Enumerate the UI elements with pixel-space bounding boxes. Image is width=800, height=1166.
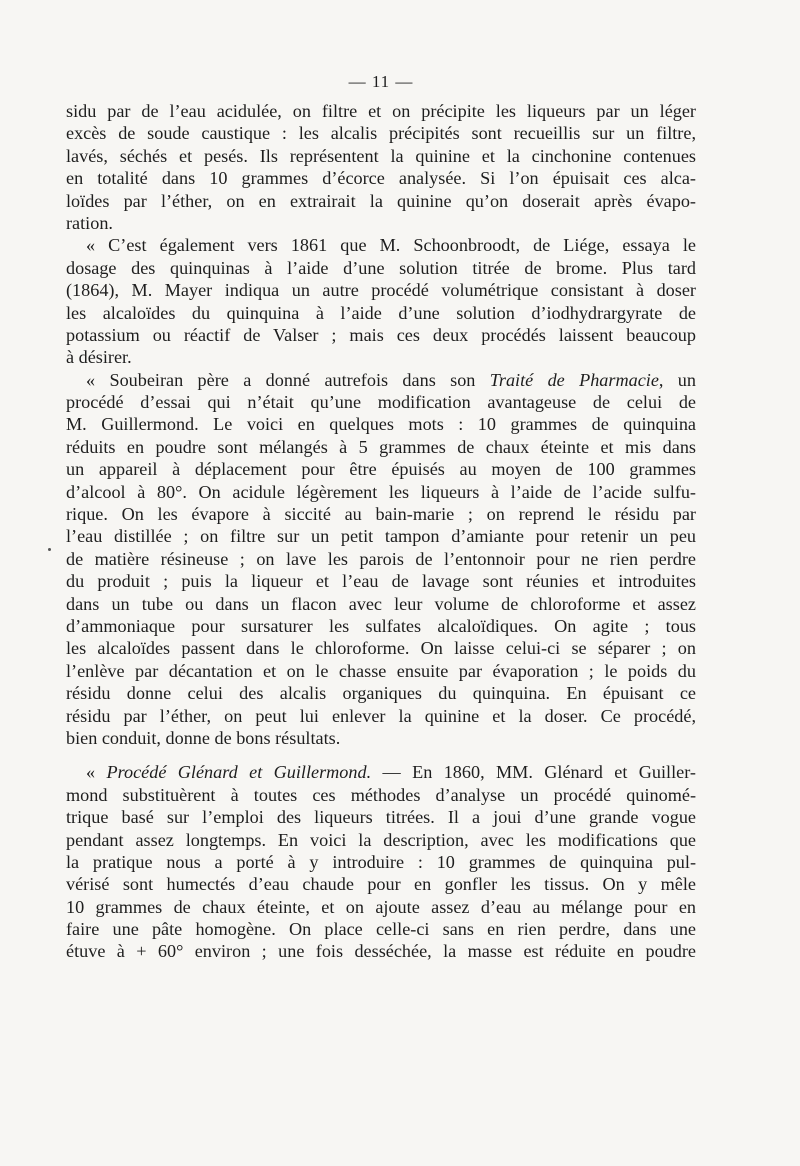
text-run: « [86,762,107,783]
text-line: trique basé sur l’emploi des liqueurs titrées. Il a joui d’une grande vogue [66,807,696,828]
text-line: lavés, séchés et pesés. Ils représentent la quinine et la cinchonine contenues [66,145,696,166]
text-line: d’alcool à 80°. On acidule légèrement les liqueurs à l’aide de l’acide sulfu- [66,481,696,502]
text-line: procédé d’essai qui n’était qu’une modification avantageuse de celui de [66,392,696,413]
text-line: résidu donne celui des alcalis organiques du quinquina. En épuisant ce [66,683,696,704]
text-line: à désirer. [66,347,132,368]
text-line: résidu par l’éther, on peut lui enlever la quinine et la doser. Ce procédé, [66,705,696,726]
text-line: bien conduit, donne de bons résultats. [66,727,341,748]
text-line: excès de soude caustique : les alcalis précipités sont recueillis sur un filtre, [66,123,696,144]
text-line: M. Guillermond. Le voici en quelques mots : 10 grammes de quinquina [66,414,696,435]
text-line: « C’est également vers 1861 que M. Schoonbroodt, de Liége, essaya le [86,235,696,256]
text-line: dosage des quinquinas à l’aide d’une solution titrée de brome. Plus tard [66,257,696,278]
margin-dot [48,548,51,551]
book-page [66,0,696,1166]
text-line: sidu par de l’eau acidulée, on filtre et on précipite les liqueurs par un léger [66,101,696,121]
text-line: l’enlève par décantation et on le chasse ensuite par évaporation ; le poids du [66,660,696,681]
body-text [66,100,696,963]
paragraph-gap [66,749,696,761]
paragraph-2 [66,234,696,368]
text-run: « Soubeiran père a donné autrefois dans son [86,369,490,390]
text-line: l’eau distillée ; on filtre sur un petit tampon d’amiante pour retenir un peu [66,526,696,547]
text-line: la pratique nous a porté à y introduire : 10 grammes de quinquina pul- [66,851,696,872]
text-line: étuve à + 60° environ ; une fois desséchée, la masse est réduite en poudre [66,941,696,962]
page-number: — 11 — [348,72,414,91]
text-line: en totalité dans 10 grammes d’écorce analysée. Si l’on épuisait ces alca- [66,168,696,189]
text-line: du produit ; puis la liqueur et l’eau de lavage sont réunies et introduites [66,571,696,592]
text-line [66,369,696,391]
text-line: faire une pâte homogène. On place celle-ci sans en rien perdre, dans une [66,919,696,940]
text-line: mond substituèrent à toutes ces méthodes d’analyse un procédé quinomé- [66,784,696,805]
text-line: d’ammoniaque pour sursaturer les sulfates alcaloïdiques. On agite ; tous [66,615,696,636]
text-line: un appareil à déplacement pour être épuisés au moyen de 100 grammes [66,459,696,480]
text-line: les alcaloïdes du quinquina à l’aide d’une solution d’iodhydrargyrate de [66,302,696,323]
text-line: loïdes par l’éther, on en extrairait la quinine qu’on doserait après évapo- [66,190,696,211]
text-line: vérisé sont humectés d’eau chaude pour en gonfler les tissus. On y mêle [66,874,696,895]
text-line: de matière résineuse ; on lave les parois de l’entonnoir pour ne rien perdre [66,548,696,569]
text-line: pendant assez longtemps. En voici la description, avec les modifications que [66,829,696,850]
text-run: , un [658,369,696,390]
paragraph-3 [66,369,696,750]
section-title: Procédé Glénard et Guillermond. [106,762,372,783]
text-line: ration. [66,212,113,233]
paragraph-4 [66,761,696,963]
text-line: (1864), M. Mayer indiqua un autre procédé volumétrique consistant à doser [66,280,696,301]
text-line: 10 grammes de chaux éteinte, et on ajoute assez d’eau au mélange pour en [66,896,696,917]
book-title: Traité de Pharmacie [489,369,659,390]
text-line: potassium ou réactif de Valser ; mais ces deux procédés laissent beaucoup [66,324,696,345]
paragraph-1 [66,100,696,234]
text-run: — En 1860, MM. Glénard et Guiller- [371,762,696,783]
text-line: réduits en poudre sont mélangés à 5 grammes de chaux éteinte et mis dans [66,436,696,457]
text-line [66,761,696,783]
text-line: rique. On les évapore à siccité au bain-marie ; on reprend le résidu par [66,504,696,525]
text-line: dans un tube ou dans un flacon avec leur volume de chloroforme et assez [66,593,696,614]
text-line: les alcaloïdes passent dans le chloroforme. On laisse celui-ci se séparer ; on [66,638,696,659]
